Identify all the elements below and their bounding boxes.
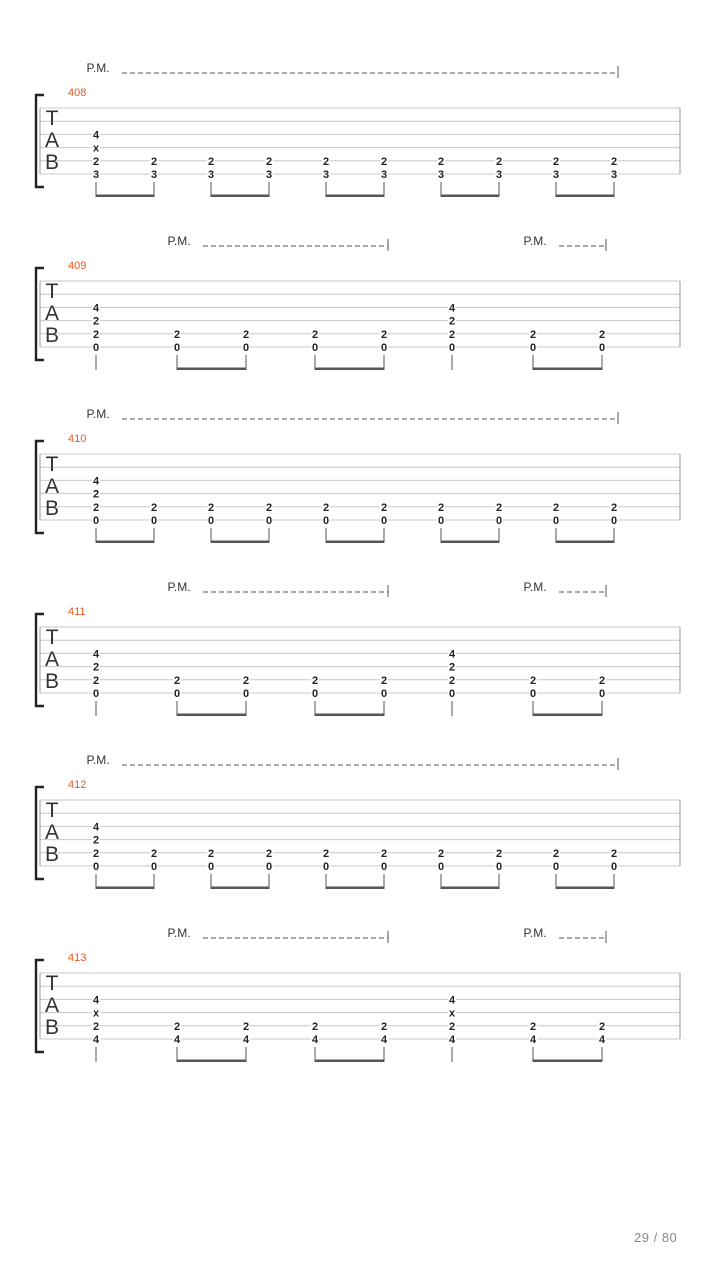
fret-number: 2 — [598, 1020, 606, 1033]
fret-number: 2 — [207, 501, 215, 514]
fret-number: 2 — [92, 1020, 100, 1033]
beam — [96, 195, 154, 198]
fret-number: 2 — [495, 847, 503, 860]
fret-number: 2 — [265, 847, 273, 860]
fret-number: 4 — [92, 994, 100, 1007]
tab-letter-a: A — [44, 648, 60, 671]
tab-letter-t: T — [45, 453, 59, 476]
fret-number: 2 — [242, 328, 250, 341]
fret-number: 0 — [448, 688, 456, 700]
palm-mute-label: P.M. — [86, 407, 110, 421]
fret-number: 4 — [448, 648, 456, 661]
fret-number: 2 — [380, 328, 388, 341]
measure-number: 412 — [68, 779, 87, 791]
beam — [556, 541, 614, 544]
fret-number: 2 — [495, 155, 503, 168]
palm-mute-label: P.M. — [167, 580, 191, 594]
fret-number: 2 — [173, 674, 181, 687]
fret-number: 3 — [322, 169, 330, 181]
measure-number: 413 — [68, 952, 87, 964]
beam — [177, 714, 246, 717]
fret-number: 2 — [448, 328, 456, 341]
beam — [533, 368, 602, 371]
fret-number: 3 — [610, 169, 618, 181]
fret-number: 2 — [311, 328, 319, 341]
tab-system-410 — [36, 407, 680, 543]
fret-number: 2 — [322, 847, 330, 860]
fret-number: 4 — [598, 1034, 606, 1046]
tab-letter-b: B — [44, 497, 60, 520]
fret-number: 2 — [92, 674, 100, 687]
fret-number: 0 — [552, 515, 560, 527]
fret-number: 2 — [242, 674, 250, 687]
fret-number: 2 — [448, 315, 456, 328]
tab-system-408 — [36, 61, 680, 197]
fret-number: 3 — [265, 169, 273, 181]
fret-number: 2 — [552, 847, 560, 860]
fret-number: 0 — [173, 342, 181, 354]
fret-number: 2 — [552, 155, 560, 168]
fret-number: 2 — [92, 155, 100, 168]
fret-number: 0 — [150, 515, 158, 527]
palm-mute-label: P.M. — [167, 926, 191, 940]
fret-number: 0 — [92, 861, 100, 873]
palm-mute-label: P.M. — [86, 753, 110, 767]
fret-number: 0 — [380, 688, 388, 700]
beam — [211, 195, 269, 198]
fret-number: 2 — [380, 155, 388, 168]
beam — [533, 1060, 602, 1063]
fret-number: 0 — [552, 861, 560, 873]
fret-number: 4 — [448, 1034, 456, 1046]
fret-number: 2 — [150, 501, 158, 514]
fret-number: 4 — [529, 1034, 537, 1046]
fret-number: 4 — [242, 1034, 250, 1046]
fret-number: 2 — [207, 847, 215, 860]
fret-number: 2 — [207, 155, 215, 168]
palm-mute-label: P.M. — [86, 61, 110, 75]
fret-number: 0 — [495, 861, 503, 873]
fret-number: 0 — [598, 688, 606, 700]
beam — [441, 541, 499, 544]
tab-letter-b: B — [44, 670, 60, 693]
beam — [556, 887, 614, 890]
beam — [315, 1060, 384, 1063]
fret-number: x — [92, 142, 100, 155]
tab-letter-a: A — [44, 302, 60, 325]
measure-number: 411 — [68, 606, 86, 618]
beam — [441, 887, 499, 890]
fret-number: 2 — [242, 1020, 250, 1033]
fret-number: 2 — [92, 315, 100, 328]
fret-number: 2 — [552, 501, 560, 514]
fret-number: 2 — [380, 1020, 388, 1033]
fret-number: 3 — [495, 169, 503, 181]
fret-number: 0 — [529, 342, 537, 354]
fret-number: 0 — [265, 861, 273, 873]
fret-number: 0 — [92, 342, 100, 354]
fret-number: 0 — [380, 861, 388, 873]
fret-number: 2 — [437, 155, 445, 168]
fret-number: 0 — [207, 861, 215, 873]
beam — [326, 195, 384, 198]
fret-number: 2 — [529, 674, 537, 687]
measure-number: 408 — [68, 87, 87, 99]
fret-number: 4 — [448, 994, 456, 1007]
fret-number: 0 — [380, 342, 388, 354]
tab-letter-t: T — [45, 626, 59, 649]
fret-number: 0 — [242, 688, 250, 700]
fret-number: 2 — [448, 1020, 456, 1033]
fret-number: 0 — [92, 515, 100, 527]
fret-number: 2 — [495, 501, 503, 514]
fret-number: x — [92, 1007, 100, 1020]
fret-number: 2 — [265, 155, 273, 168]
fret-number: 2 — [380, 847, 388, 860]
fret-number: 3 — [437, 169, 445, 181]
fret-number: 0 — [207, 515, 215, 527]
fret-number: 4 — [173, 1034, 181, 1046]
fret-number: 2 — [92, 328, 100, 341]
fret-number: 3 — [552, 169, 560, 181]
tab-letter-b: B — [44, 324, 60, 347]
tab-system-413 — [36, 926, 680, 1062]
beam — [177, 1060, 246, 1063]
fret-number: 2 — [529, 328, 537, 341]
beam — [315, 714, 384, 717]
beam — [211, 541, 269, 544]
fret-number: 2 — [380, 674, 388, 687]
fret-number: 4 — [380, 1034, 388, 1046]
fret-number: 2 — [322, 501, 330, 514]
fret-number: 3 — [207, 169, 215, 181]
page-number — [634, 1230, 677, 1245]
fret-number: 2 — [265, 501, 273, 514]
palm-mute-label: P.M. — [523, 580, 547, 594]
beam — [326, 887, 384, 890]
tab-system-412 — [36, 753, 680, 889]
fret-number: 2 — [311, 674, 319, 687]
fret-number: 2 — [448, 661, 456, 674]
fret-number: 2 — [529, 1020, 537, 1033]
palm-mute-label: P.M. — [167, 234, 191, 248]
fret-number: 0 — [437, 861, 445, 873]
page-separator: / — [649, 1230, 662, 1245]
fret-number: 4 — [448, 302, 456, 315]
fret-number: 0 — [150, 861, 158, 873]
beam — [326, 541, 384, 544]
tab-letter-t: T — [45, 107, 59, 130]
beam — [441, 195, 499, 198]
fret-number: 0 — [529, 688, 537, 700]
fret-number: 2 — [173, 328, 181, 341]
fret-number: 4 — [92, 302, 100, 315]
tab-letter-b: B — [44, 1016, 60, 1039]
fret-number: 4 — [92, 648, 100, 661]
tab-letter-t: T — [45, 280, 59, 303]
fret-number: 2 — [610, 501, 618, 514]
fret-number: 2 — [380, 501, 388, 514]
fret-number: 2 — [92, 488, 100, 501]
fret-number: 0 — [495, 515, 503, 527]
fret-number: 2 — [311, 1020, 319, 1033]
fret-number: 2 — [150, 155, 158, 168]
beam — [96, 887, 154, 890]
measure-number: 410 — [68, 433, 87, 445]
fret-number: 4 — [92, 821, 100, 834]
tab-letter-a: A — [44, 129, 60, 152]
fret-number: 2 — [150, 847, 158, 860]
tab-letter-b: B — [44, 151, 60, 174]
fret-number: 2 — [437, 847, 445, 860]
fret-number: 2 — [322, 155, 330, 168]
fret-number: 0 — [265, 515, 273, 527]
fret-number: 2 — [92, 847, 100, 860]
fret-number: 0 — [380, 515, 388, 527]
palm-mute-label: P.M. — [523, 234, 547, 248]
fret-number: 2 — [448, 674, 456, 687]
page-current: 29 — [634, 1230, 650, 1245]
fret-number: 4 — [92, 1034, 100, 1046]
page-total: 80 — [661, 1230, 678, 1245]
fret-number: 0 — [448, 342, 456, 354]
beam — [533, 714, 602, 717]
tab-letter-a: A — [44, 821, 60, 844]
fret-number: 2 — [610, 155, 618, 168]
tab-letter-t: T — [45, 972, 59, 995]
fret-number: 0 — [322, 861, 330, 873]
beam — [556, 195, 614, 198]
beam — [96, 541, 154, 544]
fret-number: 0 — [92, 688, 100, 700]
beam — [211, 887, 269, 890]
tab-letter-t: T — [45, 799, 59, 822]
fret-number: 0 — [311, 688, 319, 700]
beam — [315, 368, 384, 371]
tab-letter-a: A — [44, 475, 60, 498]
beam — [177, 368, 246, 371]
fret-number: 2 — [598, 674, 606, 687]
fret-number: 0 — [437, 515, 445, 527]
fret-number: 3 — [380, 169, 388, 181]
fret-number: 2 — [92, 501, 100, 514]
tab-system-409 — [36, 234, 680, 370]
fret-number: 2 — [598, 328, 606, 341]
fret-number: 3 — [92, 169, 100, 181]
tab-system-411 — [36, 580, 680, 716]
fret-number: 2 — [173, 1020, 181, 1033]
fret-number: x — [448, 1007, 456, 1020]
fret-number: 0 — [610, 861, 618, 873]
fret-number: 4 — [92, 129, 100, 142]
fret-number: 0 — [242, 342, 250, 354]
fret-number: 4 — [311, 1034, 319, 1046]
fret-number: 0 — [322, 515, 330, 527]
fret-number: 0 — [173, 688, 181, 700]
fret-number: 3 — [150, 169, 158, 181]
tab-letter-a: A — [44, 994, 60, 1017]
fret-number: 0 — [598, 342, 606, 354]
measure-number: 409 — [68, 260, 87, 272]
fret-number: 4 — [92, 475, 100, 488]
palm-mute-label: P.M. — [523, 926, 547, 940]
fret-number: 0 — [311, 342, 319, 354]
fret-number: 2 — [610, 847, 618, 860]
fret-number: 2 — [437, 501, 445, 514]
fret-number: 2 — [92, 834, 100, 847]
tab-letter-b: B — [44, 843, 60, 866]
fret-number: 0 — [610, 515, 618, 527]
fret-number: 2 — [92, 661, 100, 674]
